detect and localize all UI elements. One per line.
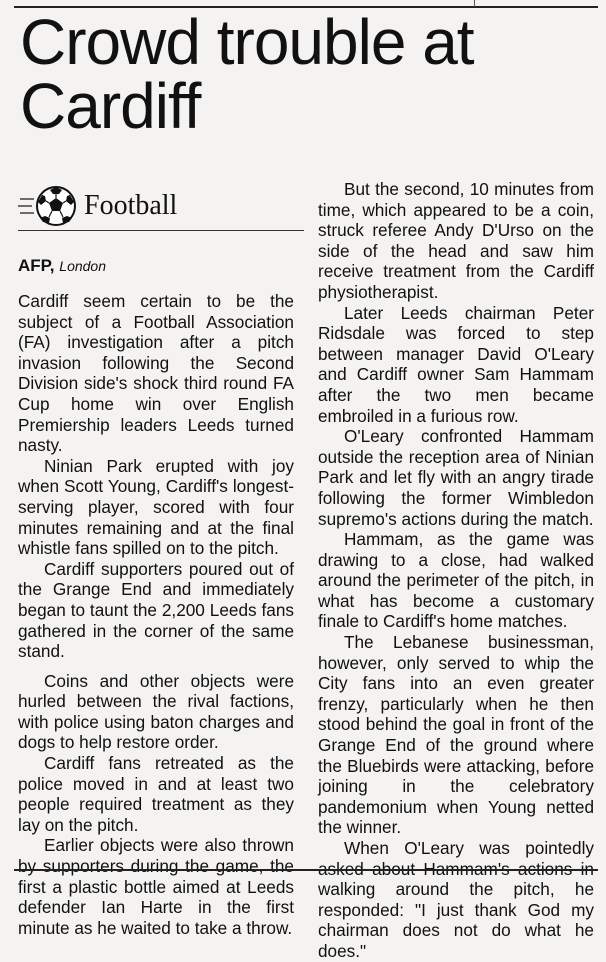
paragraph: Cardiff fans retreated as the police moved in and at least two people required treatment as they lay on the pitch.	[18, 753, 294, 835]
byline-agency: AFP,	[18, 256, 55, 275]
paragraph: The Lebanese businessman, however, only served to whip the City fans into an even greater frenzy, particularly when he then stood behind the goal in front of the Grange End of the ground where the Bluebirds were attacking, before joining in the celebratory pandemonium when Young netted the winner.	[318, 632, 594, 838]
section-rule	[18, 230, 304, 231]
bottom-rule	[14, 869, 598, 871]
byline-location: London	[59, 258, 106, 274]
paragraph: O'Leary confronted Hammam outside the reception area of Ninian Park and let fly with an angry tirade following the former Wimbledon supremo's actions during the match.	[318, 426, 594, 529]
paragraph: Later Leeds chairman Peter Ridsdale was forced to step between manager David O'Leary and Cardiff owner Sam Hammam after the two men became embroiled in a furious row.	[318, 302, 594, 426]
section-tag	[18, 184, 177, 228]
article-column-right	[318, 179, 594, 962]
paragraph: Ninian Park erupted with joy when Scott Young, Cardiff's longest-serving player, scored with four minutes remaining and at the final whistle fans spilled on to the pitch.	[18, 455, 294, 559]
paragraph: Coins and other objects were hurled between the rival factions, with police using baton charges and dogs to help restore order.	[18, 670, 294, 753]
paragraph: Cardiff seem certain to be the subject of a Football Association (FA) investigation after a pitch invasion following the Second Division side's shock third round FA Cup home win over English Premiership leaders Leeds turned nasty.	[18, 291, 294, 456]
byline	[18, 256, 106, 276]
article-column-left	[18, 291, 294, 938]
headline: Crowd trouble at Cardiff	[20, 6, 474, 142]
paragraph: But the second, 10 minutes from time, which appeared to be a coin, struck referee Andy D'Urso on the side of the head and saw him receive treatment from the Cardiff physiotherapist.	[318, 179, 594, 302]
top-tick	[474, 0, 475, 7]
football-icon	[18, 185, 78, 227]
paragraph: When O'Leary was pointedly asked about Hammam's actions in walking around the pitch, he responded: "I just thank God my chairman does not do what he does."	[318, 838, 594, 961]
section-label: Football	[84, 190, 178, 221]
paragraph: Hammam, as the game was drawing to a close, had walked around the perimeter of the pitch, in what has become a customary finale to Cardiff's home matches.	[318, 529, 594, 632]
paragraph: Earlier objects were also thrown by supporters during the game, the first a plastic bottle aimed at Leeds defender Ian Harte in the first minute as he waited to take a throw.	[18, 835, 294, 938]
paragraph: Cardiff supporters poured out of the Grange End and immediately began to taunt the 2,200 Leeds fans gathered in the corner of the same stand.	[18, 558, 294, 662]
